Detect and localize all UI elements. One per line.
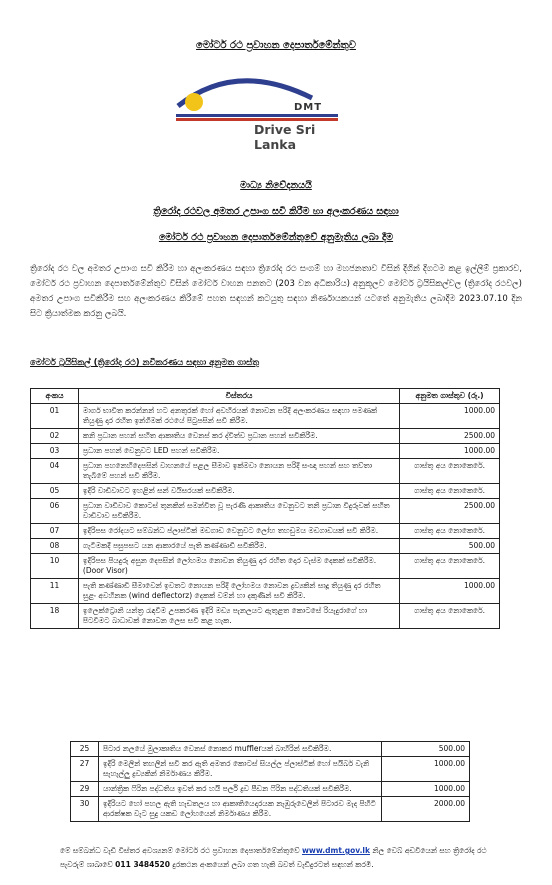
- fee-table-continued: [70, 741, 470, 822]
- table-row: [71, 757, 470, 782]
- logo-tagline: Drive Sri Lanka: [254, 122, 316, 152]
- row-description: කනි ප්‍රධාන පහන් සහිත ආකෘතිය වෙනස් කර ද්විත්ව ප්‍රධාන පහන් සවිකිරීම.: [78, 429, 399, 444]
- row-fee: 2500.00: [400, 429, 500, 444]
- row-description: පිටාර නලයේ මුලාකෘතිය වෙනස් නොකර mufflerයක් බාහිරින් සවිකිරීම.: [98, 742, 381, 757]
- header-no: අංකය: [31, 389, 79, 404]
- footer-text-3: දුරකථන අංකයෙන් ලබා ගත හැකි බවත් වැඩිදුරටත් සඳහන් කරමි.: [172, 860, 374, 869]
- table-row: [31, 444, 500, 459]
- row-fee: 500.00: [382, 742, 470, 757]
- row-number: 11: [31, 579, 79, 604]
- table-row: [31, 404, 500, 429]
- row-number: 25: [71, 742, 99, 757]
- row-fee: ගාස්තු අය නොකෙරේ.: [400, 554, 500, 579]
- row-fee: 2000.00: [382, 797, 470, 822]
- row-fee: 1000.00: [382, 757, 470, 782]
- row-description: ඉදිරියට හෝ පහල ඇති හැඩතලය හා ආකෘතියෙදාරයක නැඹුරුවෙලින් පිටාරව මැද පිහිටි ආරක්ෂක වැට සුදු යකඩ ලෝහයෙන් නිර්මාණය කිරීම.: [98, 797, 381, 822]
- logo-abbr: DMT: [294, 102, 323, 113]
- intro-paragraph: ත්‍රිරෝද රථ වල අමතර උපාංග සවි කිරීම හා අලංකරණය සඳහා ත්‍රිරෝද රථ සංගම් හා මහජනතාව විසින් දිගින් දිගටම කළ ඉල්ලීම් ප්‍රකාරව, මෝටර් රථ ප්‍රවාහන දෙපාර්තමේන්තුව විසින් මෝටර් වාහන පනතට (203 වන අධිකාරිය) අනුකූලව මෝටර් ට්‍රයිසිකල්වල (ත්‍රිරෝද රථවල) අමතර උපාංග සවිකිරීම සහ අලංකරණය කිරීමේ පහත සඳහන් කටයුතු සඳහා නිර්ණායකයන් යටතේ අනුමැතිය ලබාදීම 2023.07.10 දින සිට ක්‍රියාත්මක කරනු ලබයි.: [30, 264, 522, 319]
- table-row: [31, 484, 500, 499]
- row-number: 03: [31, 444, 79, 459]
- department-title: මෝටර් රථ ප්‍රවාහන දෙපාර්තමේන්තුව: [196, 40, 356, 51]
- row-description: ඉදිරි වාඩිවාවට ඉහළින් සන් වයිසරයක් සවිකිරීම.: [78, 484, 399, 499]
- heading-media-release: මාධ්‍ය නිවේදනයයි: [240, 180, 312, 191]
- row-number: 18: [31, 604, 79, 629]
- heading-approval: මෝටර් රථ ප්‍රවාහන දෙපාර්තමේන්තුවේ අනුමැතිය ලබා දීම: [158, 232, 394, 243]
- table-row: [31, 539, 500, 554]
- row-fee: 1000.00: [400, 444, 500, 459]
- row-description: ඉලෙක්ට්‍රොනි යන්ත්‍ර රැඳවීම උපකරණ ඉදිරි මඩ්‍ය පැනලයට ඇතුළත කොටසේ රියැදුරාගේ හා පිටවීමට බාධාවක් නොවන ලෙස සවි කළ හැක.: [78, 604, 399, 629]
- table-row: [71, 742, 470, 757]
- row-fee: 2500.00: [400, 499, 500, 524]
- row-number: 07: [31, 524, 79, 539]
- footer-text-1: මේ සම්බන්ධ වැඩි විස්තර අවශ්‍යනම් මෝටර් රථ ප්‍රවාහන දෙපාර්තමේන්තුවේ: [60, 846, 300, 855]
- phone-number: 011 3484520: [115, 860, 170, 869]
- fee-table-header-row: [31, 389, 500, 404]
- row-fee: ගාස්තු අය නොකෙරේ.: [400, 459, 500, 484]
- row-fee: ගාස්තු අය නොකෙරේ.: [400, 604, 500, 629]
- row-description: ප්‍රධාන පහනෙහිදෙපසින් වාහනයේ පළල සීමාව ඉක්මවා නොයන පරිදි සංඥා පහන් සහ තව්තා තැබීමේ පහන් සවි කිරීම.: [78, 459, 399, 484]
- row-description: මාර්ග භාවිත කරන්නන් හට අනතුරක් හෝ අවහිරයක් නොවන පරිදි අලංකරණය සඳහා පමණක් තියුණු දාර රහිත ඉන්ගිමක් රථයේ පිටුපසින් සවි කිරීම.: [78, 404, 399, 429]
- dmt-logo: [172, 68, 344, 152]
- row-description: ඉදිරිපස පියදුරු අසුන දෙපසින් ලෝහමය නොවන තියුණු දාර රහිත දොර වැස්ම දෙකක් සවිකිරීම. (Door Visor): [78, 554, 399, 579]
- table-row: [71, 797, 470, 822]
- table-row: [31, 579, 500, 604]
- table-row: [31, 499, 500, 524]
- row-fee: 500.00: [400, 539, 500, 554]
- row-description: ඉදිරි මෙලින් තහලින් සවි කර ඇති අමතර කොටස් සියල්ල ප්ලාස්ටික් හෝ පයිබර් වැනි සැහැල්ලු ද්‍රව්‍යකින් නිර්මාණය කිරීම.: [98, 757, 381, 782]
- row-description: ගැටීමකදී පසුපසට යන ආකාරයේ පැති කණ්ණාඩි සවිකිරීම.: [78, 539, 399, 554]
- row-number: 27: [71, 757, 99, 782]
- row-number: 01: [31, 404, 79, 429]
- row-number: 04: [31, 459, 79, 484]
- row-number: 10: [31, 554, 79, 579]
- row-fee: 1000.00: [382, 782, 470, 797]
- row-description: ප්‍රධාන පහන් වෙනුවට LED පහන් සවිකිරීම.: [78, 444, 399, 459]
- footer-note: [60, 844, 510, 872]
- heading-subject: ත්‍රිරෝද රථවල අමතර උපාංග සවි කිරීම හා අලංකරණය සඳහා: [153, 206, 399, 217]
- header-description: විස්තරය: [78, 389, 399, 404]
- fee-table: [30, 388, 500, 629]
- row-fee: ගාස්තු අය නොකෙරේ.: [400, 484, 500, 499]
- table-row: [31, 429, 500, 444]
- table-row: [31, 459, 500, 484]
- website-link[interactable]: www.dmt.gov.lk: [302, 846, 370, 855]
- fee-table-title: මෝටර් ට්‍රයිසිකල් (ත්‍රිරෝද රථ) නවීකරණය සඳහා අනුමත ගාස්තු: [30, 358, 260, 368]
- row-description: යාන්ත්‍රික ෆිරින පද්ධතිය ඉවත් කර හයි පර්ලි ද්‍රව පීඩන ෆිරින පද්ධතියක් සවිකිරීම.: [98, 782, 381, 797]
- row-description: පැති කණ්ණාඩි සීමාවෙන් ඉවතට නොයන පරිදි ලෝහමය නොවන ද්‍රව්‍යකින් සාදූ තියුණු දාර රහිත සුළං අවහිනක (wind deflectorz) දෙකක් වම්න් හා දකුණින් සවි කිරීම.: [78, 579, 399, 604]
- row-fee: 1000.00: [400, 404, 500, 429]
- row-description: ඉදිරිපස රෝදයට සම්බන්ධ ප්ලාස්ටික් මඩගාඩ වෙනුවට ලෝහ තහඩුමය මඩගාඩයක් සවි කිරීම.: [78, 524, 399, 539]
- row-fee: ගාස්තු අය නොකෙරේ.: [400, 524, 500, 539]
- table-row: [31, 554, 500, 579]
- row-number: 30: [71, 797, 99, 822]
- row-number: 06: [31, 499, 79, 524]
- row-number: 05: [31, 484, 79, 499]
- row-description: ප්‍රධාන වාඩිවාව කොටස් තුනකින් සමන්විත වූ පැරණි ආකෘතිය වෙනුවට තනි ප්‍රධාන විදුරුවක් සහිත වාඩිවාව සවිකිරීම.: [78, 499, 399, 524]
- row-number: 29: [71, 782, 99, 797]
- row-number: 08: [31, 539, 79, 554]
- table-row: [31, 524, 500, 539]
- table-row: [71, 782, 470, 797]
- table-row: [31, 604, 500, 629]
- footer-text-2: නිල වෙබ් අඩවියෙන් සහ ත්‍රිරෝද රථ පැවරුම් ශාඛාවේ: [60, 846, 487, 869]
- row-number: 02: [31, 429, 79, 444]
- row-fee: 1000.00: [400, 579, 500, 604]
- header-fee: අනුමත ගාස්තුව (රු.): [400, 389, 500, 404]
